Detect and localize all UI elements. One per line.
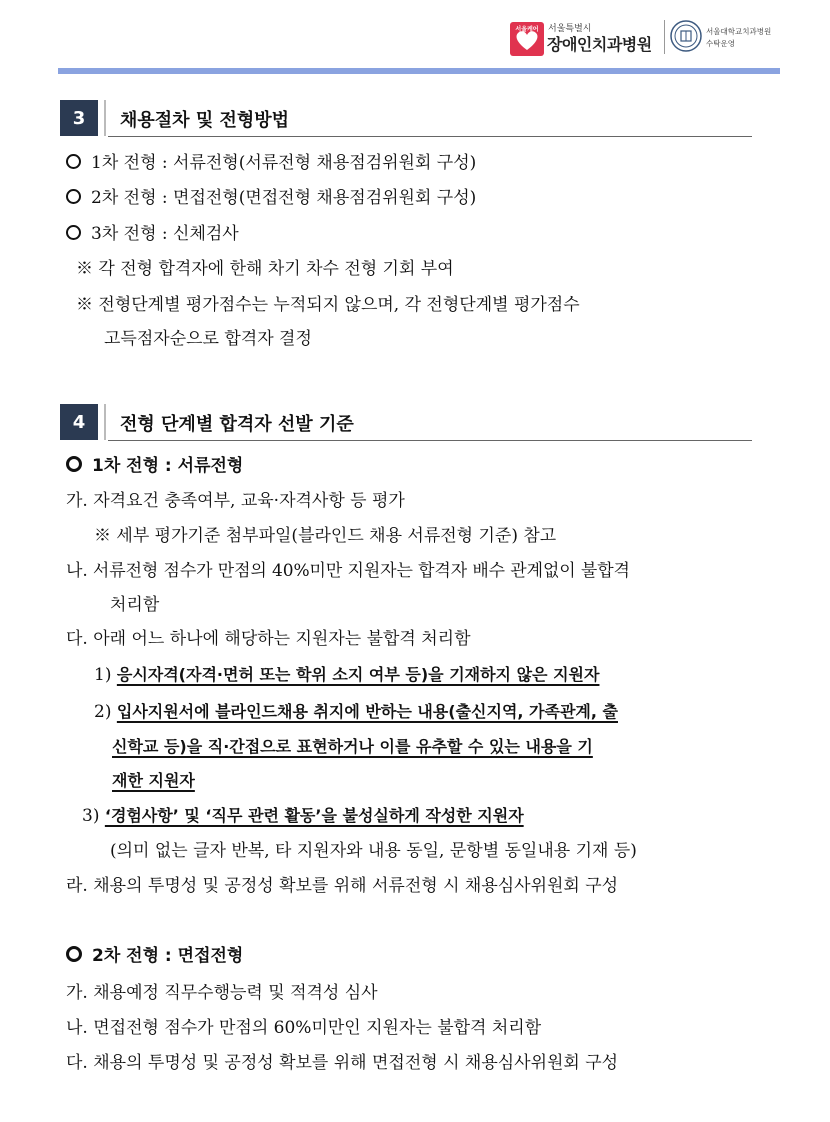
university-name: 서울대학교치과병원 [706,27,772,36]
header-accent-bar [58,68,780,74]
circle-bullet-icon [66,225,81,240]
sub-item-2: 2) 입사지원서에 블라인드채용 취지에 반하는 내용(출신지역, 가족관계, 출 [94,702,618,722]
university-seal-icon [670,20,702,52]
sub-item-3: 3) ‘경험사항’ 및 ‘직무 관련 활동’을 불성실하게 작성한 지원자 [82,806,524,826]
reference-mark-icon: ※ [94,526,111,546]
reference-mark-icon: ※ [76,295,93,315]
hospital-logo [510,18,660,58]
clause-da: 다. 아래 어느 하나에 해당하는 지원자는 불합격 처리함 [66,629,471,649]
section-title: 전형 단계별 합격자 선발 기준 [120,414,354,435]
sub-item-2-line3: 재한 지원자 [112,771,195,790]
list-item: 2차 전형 : 면접전형(면접전형 채용점검위원회 구성) [66,187,476,209]
sub-item-3-note: (의미 없는 글자 반복, 타 지원자와 내용 동일, 문항별 동일내용 기재 등) [110,841,637,861]
list-item: 3차 전형 : 신체검사 [66,223,239,245]
logo-hospital-name: 장애인치과병원 [547,35,652,54]
circle-bullet-icon [66,946,82,962]
stage-heading: 1차 전형 : 서류전형 [66,455,243,477]
section-divider [104,100,106,136]
stage-heading: 2차 전형 : 면접전형 [66,945,243,967]
reference-mark-icon: ※ [76,259,93,279]
section-divider [104,404,106,440]
circle-bullet-icon [66,189,81,204]
clause-ga: 가. 채용예정 직무수행능력 및 적격성 심사 [66,983,378,1003]
logo-divider [664,20,665,54]
university-subtitle: 수탁운영 [706,39,735,48]
clause-ga: 가. 자격요건 충족여부, 교육·자격사항 등 평가 [66,491,405,511]
note-item: ※ 세부 평가기준 첨부파일(블라인드 채용 서류전형 기준) 참고 [94,526,557,546]
section-underline [108,440,752,441]
logo-city: 서울특별시 [548,24,592,34]
clause-ra: 라. 채용의 투명성 및 공정성 확보를 위해 서류전형 시 채용심사위원회 구성 [66,876,619,896]
list-item: 1차 전형 : 서류전형(서류전형 채용점검위원회 구성) [66,152,476,174]
clause-na: 나. 면접전형 점수가 만점의 60%미만인 지원자는 불합격 처리함 [66,1018,542,1038]
section-number-3: 3 [60,100,98,136]
note-continuation: 고득점자순으로 합격자 결정 [104,329,312,349]
clause-da: 다. 채용의 투명성 및 공정성 확보를 위해 면접전형 시 채용심사위원회 구성 [66,1053,619,1073]
note-item: ※ 전형단계별 평가점수는 누적되지 않으며, 각 전형단계별 평가점수 [76,295,580,315]
clause-na: 나. 서류전형 점수가 만점의 40%미만 지원자는 합격자 배수 관계없이 불합격 [66,561,630,581]
section-underline [108,136,752,137]
section-number-4: 4 [60,404,98,440]
circle-bullet-icon [66,154,81,169]
sub-item-2-line2: 신학교 등)을 직·간접으로 표현하거나 이를 유추할 수 있는 내용을 기 [112,737,593,756]
sub-item-1: 1) 응시자격(자격·면허 또는 학위 소지 여부 등)을 기재하지 않은 지원자 [94,665,600,685]
section-title: 채용절차 및 전형방법 [120,110,290,131]
logo-tag: 서울케어 [515,26,539,33]
university-logo [670,20,790,56]
clause-na-continuation: 처리함 [110,595,160,615]
circle-bullet-icon [66,456,82,472]
note-item: ※ 각 전형 합격자에 한해 차기 차수 전형 기회 부여 [76,259,454,279]
